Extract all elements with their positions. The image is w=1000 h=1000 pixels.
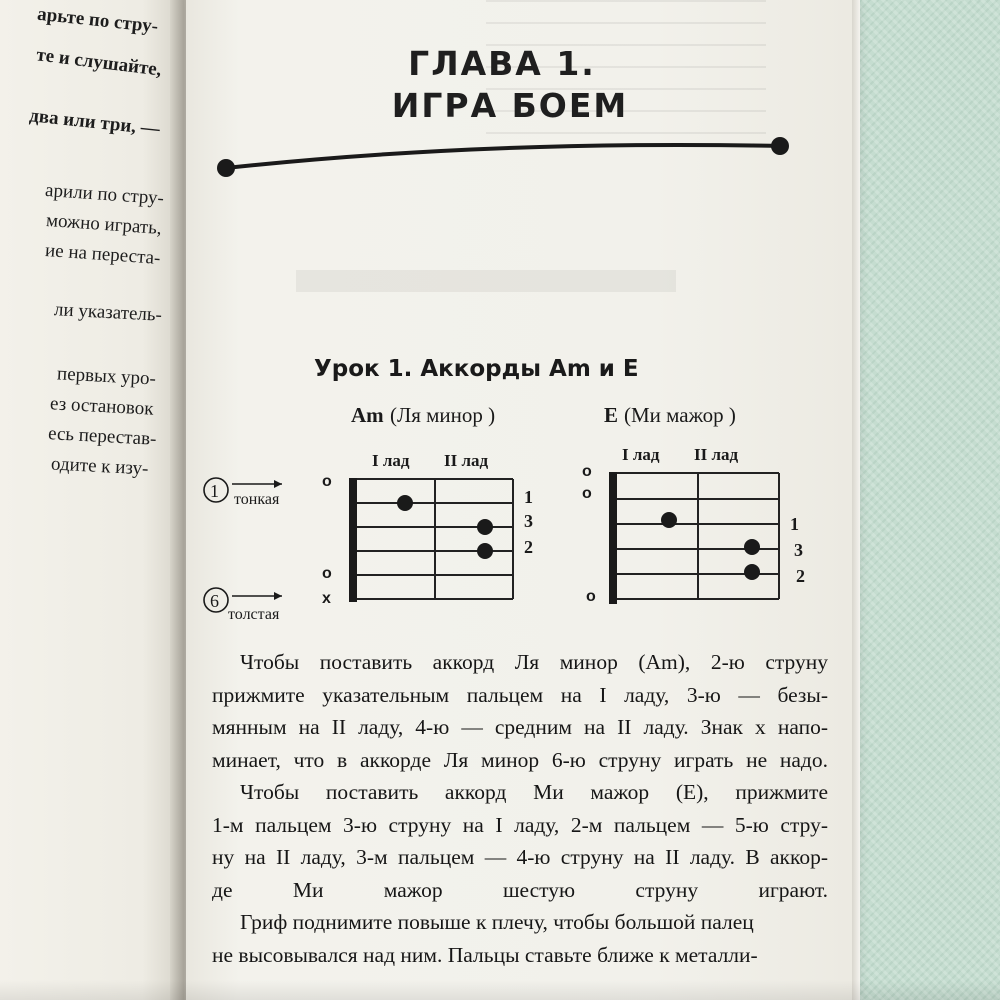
string-thin-indicator bbox=[204, 478, 282, 508]
am-open-string-marker: о bbox=[322, 473, 332, 490]
e-finger-dot bbox=[661, 512, 677, 528]
am-finger-dot bbox=[397, 495, 413, 511]
text-line: прижмите указательным пальцем на I ладу, 3-ю — безы- bbox=[212, 682, 828, 707]
left-page-line: те и слушайте, bbox=[35, 44, 163, 81]
left-page-line: есь перестав- bbox=[47, 423, 157, 450]
bottom-shadow bbox=[0, 980, 1000, 1000]
e-chord-subtitle: (Ми мажор ) bbox=[624, 403, 736, 427]
e-finger-number: 2 bbox=[796, 566, 805, 586]
am-chord-name: Am bbox=[351, 403, 384, 427]
text-line: 1-м пальцем 3-ю струну на I ладу, 2-м пальцем — 5-ю стру- bbox=[212, 812, 828, 837]
text-line: не высовывался над ним. Пальцы ставьте ближе к металли- bbox=[212, 942, 758, 967]
text-line: Гриф поднимите повыше к плечу, чтобы большой палец bbox=[240, 910, 754, 934]
text-line: де Ми мажор шестую струну играют. bbox=[212, 877, 828, 902]
e-open-string-marker: о bbox=[582, 463, 592, 480]
left-page bbox=[0, 0, 178, 1000]
am-chord-subtitle: (Ля минор ) bbox=[390, 403, 496, 427]
am-finger-dot bbox=[477, 519, 493, 535]
string-thick-label: толстая bbox=[228, 606, 280, 623]
string-thin-label: тонкая bbox=[234, 491, 280, 508]
text-line: минает, что в аккорде Ля минор 6-ю струну играть не надо. bbox=[212, 747, 828, 772]
left-page-line: два или три, — bbox=[28, 105, 161, 140]
lesson-heading: Урок 1. Аккорды Am и E bbox=[314, 356, 639, 382]
text-line: Чтобы поставить аккорд Ля минор (Am), 2-ю струну bbox=[240, 650, 828, 674]
am-muted-string-marker: х bbox=[322, 590, 331, 607]
left-page-line: одите к изу- bbox=[50, 453, 149, 480]
paragraph-grip bbox=[212, 906, 828, 971]
chapter-title-line2: ИГРА БОЕМ bbox=[391, 86, 629, 125]
left-page-line: ие на переста- bbox=[43, 240, 161, 270]
am-fret2-label: II лад bbox=[444, 451, 489, 470]
e-finger-dots bbox=[661, 512, 760, 580]
am-fretboard-grid bbox=[349, 478, 513, 602]
e-finger-dot bbox=[744, 564, 760, 580]
am-finger-dot bbox=[477, 543, 493, 559]
left-page-line: арьте по стру- bbox=[36, 3, 159, 38]
e-finger-dot bbox=[744, 539, 760, 555]
am-fret1-label: I лад bbox=[372, 451, 410, 470]
left-page-line: ез остановок bbox=[50, 393, 155, 420]
string-thick-indicator bbox=[204, 588, 282, 623]
am-finger-number: 1 bbox=[524, 487, 533, 507]
page-edge bbox=[852, 0, 860, 1000]
am-open-string-marker: о bbox=[322, 565, 332, 582]
left-page-line: ли указатель- bbox=[53, 299, 163, 326]
body-text bbox=[212, 646, 828, 971]
left-page-line: можно играть, bbox=[45, 209, 163, 240]
left-page-line: первых уро- bbox=[56, 363, 157, 390]
string-thin-number: 1 bbox=[210, 481, 219, 501]
paragraph-am bbox=[212, 646, 828, 776]
e-fret1-label: I лад bbox=[622, 445, 660, 464]
am-finger-number: 3 bbox=[524, 511, 533, 531]
e-finger-number: 1 bbox=[790, 514, 799, 534]
e-finger-number: 3 bbox=[794, 540, 803, 560]
e-fretboard-grid bbox=[609, 472, 779, 604]
e-open-string-marker: о bbox=[586, 588, 596, 605]
text-line: мянным на II ладу, 4-ю — средним на II ладу. Знак х напо- bbox=[212, 715, 828, 739]
am-finger-number: 2 bbox=[524, 537, 533, 557]
right-page bbox=[186, 0, 854, 1000]
e-open-string-marker: о bbox=[582, 485, 592, 502]
chapter-title-line1: ГЛАВА 1. bbox=[408, 44, 596, 83]
e-chord-name: E bbox=[604, 403, 619, 427]
e-fret2-label: II лад bbox=[694, 445, 739, 464]
text-line: Чтобы поставить аккорд Ми мажор (E), прижмите bbox=[240, 780, 828, 804]
text-line: ну на II ладу, 3-м пальцем — 4-ю струну на II ладу. В аккор- bbox=[212, 845, 828, 869]
left-page-line: арили по стру- bbox=[44, 179, 165, 210]
paragraph-e bbox=[212, 776, 828, 906]
string-thick-number: 6 bbox=[210, 591, 219, 611]
